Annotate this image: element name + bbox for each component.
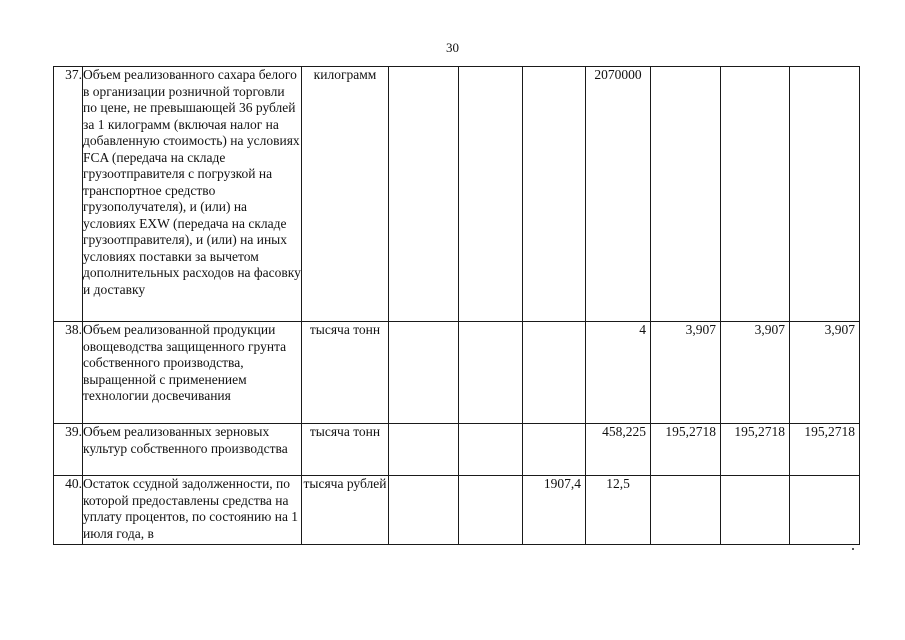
indicators-table (53, 66, 860, 545)
value-cell: 195,2718 (721, 424, 790, 476)
row-number: 37. (54, 67, 83, 322)
value-cell: 458,225 (586, 424, 651, 476)
value-cell: 4 (586, 322, 651, 424)
unit-of-measure: тысяча тонн (302, 322, 389, 424)
value-cell (651, 67, 721, 322)
row-number: 38. (54, 322, 83, 424)
value-cell (459, 476, 523, 545)
value-cell: 195,2718 (790, 424, 860, 476)
value-cell: 2070000 (586, 67, 651, 322)
table-row (54, 476, 860, 545)
value-cell (721, 67, 790, 322)
value-cell (523, 322, 586, 424)
value-cell (790, 67, 860, 322)
value-cell (721, 476, 790, 545)
indicator-name: Остаток ссудной задолженности, по которой предоставлены средства на уплату процентов, по состоянию на 1 июля года, в (83, 476, 302, 545)
unit-of-measure: тысяча тонн (302, 424, 389, 476)
value-cell (389, 424, 459, 476)
indicator-name: Объем реализованного сахара белого в организации розничной торговли по цене, не превышающей 36 рублей за 1 килограмм (включая налог на добавленную стоимость) на условиях FCA (передача на складе грузоотправителя с погрузкой на транспортное средство грузополучателя), и (или) на условиях EXW (передача на складе грузоотправителя), и (или) на иных условиях поставки за вычетом дополнительных расходов на фасовку и доставку (83, 67, 302, 322)
value-cell (459, 322, 523, 424)
indicator-name: Объем реализованных зерновых культур собственного производства (83, 424, 302, 476)
page-number: 30 (446, 40, 459, 55)
row-number: 40. (54, 476, 83, 545)
value-cell: 3,907 (790, 322, 860, 424)
value-cell (389, 322, 459, 424)
value-cell (790, 476, 860, 545)
row-number: 39. (54, 424, 83, 476)
value-cell: 195,2718 (651, 424, 721, 476)
value-cell: 3,907 (721, 322, 790, 424)
table-row (54, 424, 860, 476)
unit-of-measure: тысяча рублей (302, 476, 389, 545)
value-cell: 12,5 (586, 476, 651, 545)
indicator-name: Объем реализованной продукции овощеводства защищенного грунта собственного производства, выращенной с применением технологии досвечивания (83, 322, 302, 424)
value-cell (651, 476, 721, 545)
value-cell (389, 476, 459, 545)
table-row (54, 322, 860, 424)
table-row (54, 67, 860, 322)
value-cell (523, 424, 586, 476)
unit-of-measure: килограмм (302, 67, 389, 322)
value-cell (459, 67, 523, 322)
value-cell (389, 67, 459, 322)
value-cell (523, 67, 586, 322)
value-cell: 1907,4 (523, 476, 586, 545)
scan-speck (852, 548, 854, 550)
value-cell: 3,907 (651, 322, 721, 424)
value-cell (459, 424, 523, 476)
